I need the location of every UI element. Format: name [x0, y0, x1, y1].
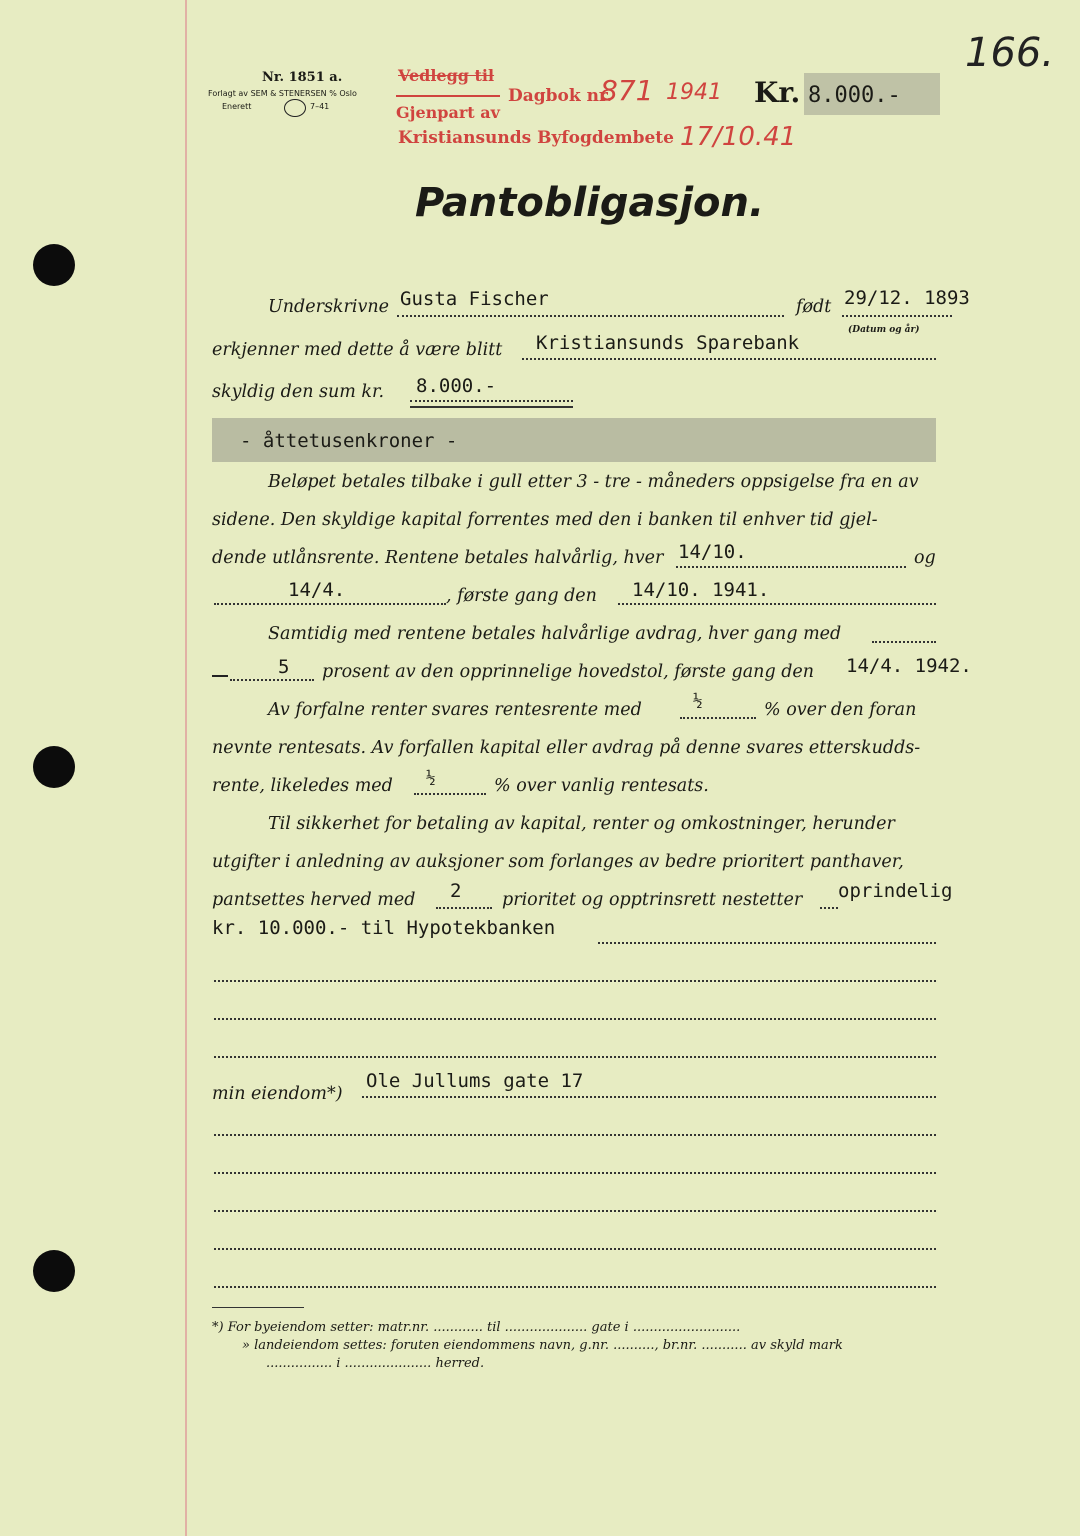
- first-installment-date: 14/4. 1942.: [846, 655, 972, 677]
- rate-half1: ½: [693, 691, 703, 710]
- dagbok-year: 1941: [666, 80, 722, 105]
- interest-date1-dots: [676, 566, 906, 568]
- stamp-rule: [396, 95, 500, 97]
- sum-amount: 8.000.-: [416, 375, 497, 397]
- property-address: Ole Jullums gate 17: [366, 1070, 584, 1092]
- p3-line2: nevnte rentesats. Av forfallen kapital eller avdrag på denne svares etterskudds-: [212, 738, 921, 758]
- eiendom-dots: [362, 1096, 936, 1098]
- birth-date: 29/12. 1893: [844, 287, 970, 309]
- priority-number: 2: [450, 880, 462, 902]
- eiendom-label: min eiendom*): [212, 1084, 343, 1104]
- first-interest-date: 14/10. 1941.: [632, 579, 770, 601]
- p4-dots: [820, 907, 838, 909]
- skyldig-label: skyldig den sum kr.: [212, 382, 385, 402]
- stamp-dagbok: Dagbok nr.: [508, 86, 613, 106]
- publisher-logo-icon: [284, 99, 306, 117]
- p1-line1: Beløpet betales tilbake i gull etter 3 - tre - måneders oppsigelse fra en av: [268, 472, 919, 492]
- blank-dots-7: [214, 1210, 936, 1212]
- erkjenner-label: erkjenner med dette å være blitt: [212, 340, 503, 360]
- footnote-line3: ................ i ..................... herred.: [266, 1356, 485, 1371]
- p4-line1: Til sikkerhet for betaling av kapital, renter og omkostninger, herunder: [268, 814, 895, 834]
- datum-note: (Datum og år): [848, 325, 920, 335]
- stamp-gjenpart: Gjenpart av: [396, 103, 500, 122]
- p4-line3: pantsettes herved med: [212, 890, 416, 910]
- p3-line3b: % over vanlig rentesats.: [494, 776, 709, 796]
- punch-hole-middle: [33, 746, 75, 788]
- dash: [212, 675, 228, 677]
- punch-hole-bottom: [33, 1250, 75, 1292]
- blank-dots-4: [214, 1056, 936, 1058]
- p1-line2: sidene. Den skyldige kapital forrentes med den i banken til enhver tid gjel-: [212, 510, 878, 530]
- signer-name: Gusta Fischer: [400, 288, 549, 310]
- rate2-dots: [414, 793, 486, 795]
- publisher-enerett: Enerett: [222, 102, 252, 111]
- margin-line: [185, 0, 187, 1536]
- creditor-name: Kristiansunds Sparebank: [536, 332, 800, 354]
- interest-date2: 14/4.: [288, 579, 346, 601]
- punch-hole-top: [33, 244, 75, 286]
- sum-in-words: - åttetusenkroner -: [240, 430, 458, 452]
- priority-dots: [436, 907, 492, 909]
- p2-line1: Samtidig med rentene betales halvårlige avdrag, hver gang med: [268, 624, 842, 644]
- p2-line2: prosent av den opprinnelige hovedstol, første gang den: [322, 662, 815, 682]
- stamp-date: 17/10.41: [680, 122, 797, 152]
- footnote-line2: » landeiendom settes: foruten eiendommens navn, g.nr. .........., br.nr. ........... av skyld mark: [242, 1338, 843, 1353]
- forste-gang-label: , første gang den: [446, 586, 597, 606]
- pct-dots: [230, 679, 314, 681]
- skyldig-dots: [410, 400, 573, 402]
- og-label: og: [914, 548, 936, 568]
- blank-dots-2: [214, 980, 936, 982]
- interest-date1: 14/10.: [678, 541, 747, 563]
- stamp-office: Kristiansunds Byfogdembete: [398, 128, 674, 148]
- p2-dots: [872, 641, 936, 643]
- typed-oprindelig: oprindelig: [838, 880, 953, 902]
- p4-line2: utgifter i anledning av auksjoner som forlanges av bedre prioritert panthaver,: [212, 852, 904, 872]
- publisher-line: Forlagt av SEM & STENERSEN % Oslo: [208, 89, 357, 98]
- stamp-vedlegg: Vedlegg til: [398, 66, 495, 85]
- underskrivne-label: Underskrivne: [268, 297, 390, 317]
- form-number: Nr. 1851 a.: [262, 70, 343, 85]
- document-title: Pantobligasjon.: [415, 180, 765, 226]
- blank-dots-1: [598, 942, 936, 944]
- interest-date2-dots: [214, 603, 446, 605]
- page-number: 166.: [965, 30, 1055, 76]
- footnote-line1: *) For byeiendom setter: matr.nr. ............ til .................... gate i ..........................: [212, 1320, 741, 1335]
- publisher-date: 7–41: [310, 102, 330, 111]
- blank-dots-6: [214, 1172, 936, 1174]
- fodt-label: født: [796, 297, 832, 317]
- first-interest-dots: [618, 603, 936, 605]
- kr-label: Kr.: [754, 76, 801, 109]
- blank-dots-3: [214, 1018, 936, 1020]
- rate-half2: ½: [426, 768, 436, 787]
- p3-line3: rente, likeledes med: [212, 776, 393, 796]
- blank-dots-5: [214, 1134, 936, 1136]
- blank-dots-9: [214, 1286, 936, 1288]
- installment-pct: 5: [278, 656, 290, 678]
- erkjenner-dots: [522, 358, 936, 360]
- p1-line3: dende utlånsrente. Rentene betales halvårlig, hver: [212, 548, 664, 568]
- dagbok-number: 871: [600, 74, 654, 107]
- p3-line1b: % over den foran: [764, 700, 917, 720]
- p4-line3b: prioritet og opptrinsrett nestetter: [502, 890, 803, 910]
- typed-mortgage-line: kr. 10.000.- til Hypotekbanken: [212, 917, 556, 939]
- underskrivne-dots: [397, 315, 784, 317]
- sum-underline: [410, 406, 573, 408]
- fodt-dots: [842, 315, 952, 317]
- kr-amount: 8.000.-: [804, 73, 940, 115]
- footnote-rule: [212, 1307, 304, 1308]
- p3-line1: Av forfalne renter svares rentesrente med: [268, 700, 642, 720]
- blank-dots-8: [214, 1248, 936, 1250]
- rate1-dots: [680, 717, 756, 719]
